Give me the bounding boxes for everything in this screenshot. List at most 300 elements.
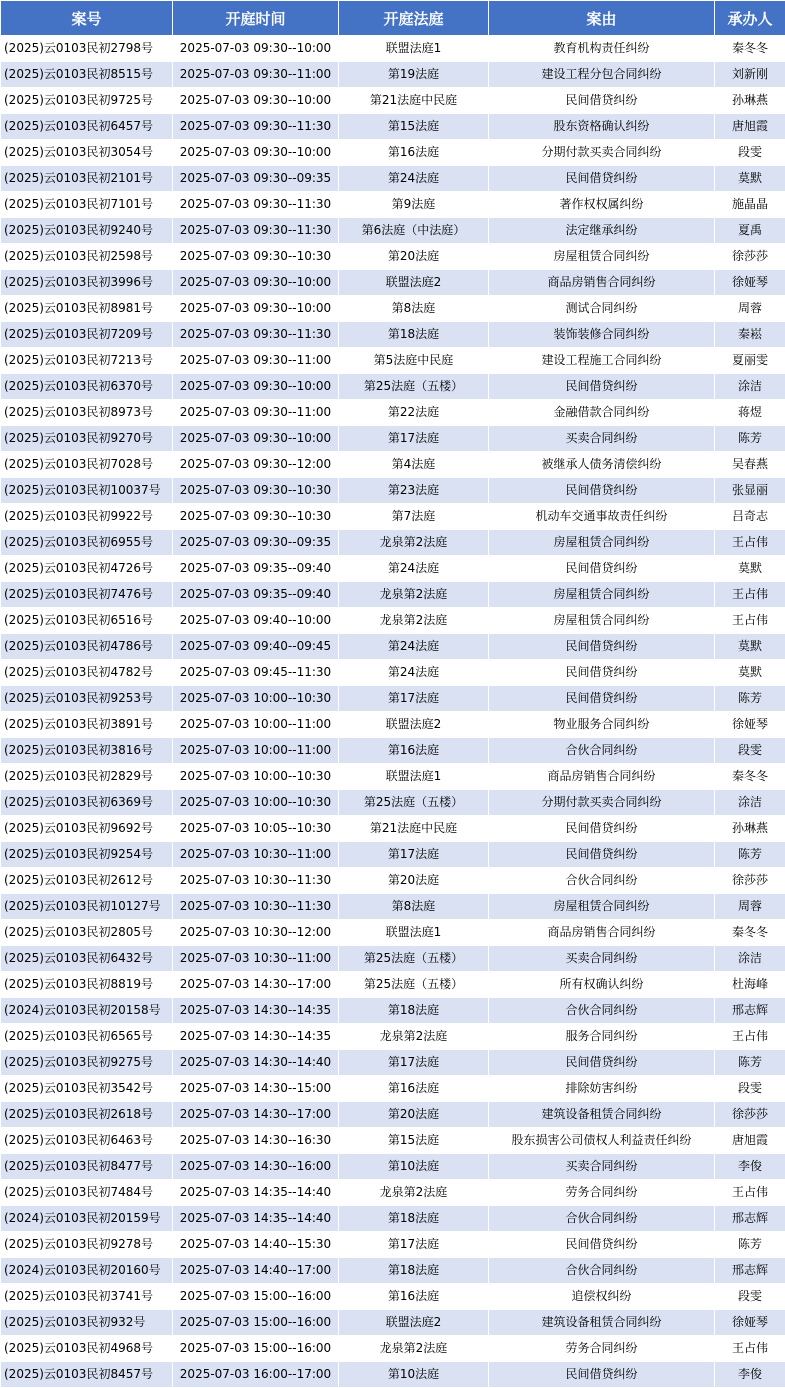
cell-courtroom: 第8法庭: [339, 894, 489, 920]
cell-courtroom: 第20法庭: [339, 868, 489, 894]
cell-courtroom: 第20法庭: [339, 1102, 489, 1128]
cell-judge: 涂洁: [715, 946, 785, 972]
cell-courtroom: 第22法庭: [339, 400, 489, 426]
table-row[interactable]: [1, 686, 785, 712]
cell-hearing-time: 2025-07-03 09:30--10:00: [173, 426, 339, 452]
cell-judge: 段雯: [715, 140, 785, 166]
table-row[interactable]: [1, 1076, 785, 1102]
cell-courtroom: 龙泉第2法庭: [339, 1336, 489, 1362]
cell-case-number: (2025)云0103民初6463号: [1, 1128, 173, 1154]
cell-cause: 民间借贷纠纷: [489, 660, 715, 686]
cell-judge: 陈芳: [715, 842, 785, 868]
cell-case-number: (2025)云0103民初9278号: [1, 1232, 173, 1258]
cell-cause: 商品房销售合同纠纷: [489, 920, 715, 946]
cell-courtroom: 联盟法庭2: [339, 1310, 489, 1336]
cell-hearing-time: 2025-07-03 14:30--16:00: [173, 1154, 339, 1180]
table-row[interactable]: [1, 946, 785, 972]
cell-courtroom: 第9法庭: [339, 192, 489, 218]
cell-courtroom: 第4法庭: [339, 452, 489, 478]
cell-cause: 金融借款合同纠纷: [489, 400, 715, 426]
column-header-judge[interactable]: 承办人: [715, 1, 785, 36]
cell-hearing-time: 2025-07-03 09:30--11:30: [173, 322, 339, 348]
table-row[interactable]: [1, 972, 785, 998]
cell-case-number: (2025)云0103民初9240号: [1, 218, 173, 244]
column-header-courtroom[interactable]: 开庭法庭: [339, 1, 489, 36]
cell-judge: 李俊: [715, 1154, 785, 1180]
cell-judge: 王占伟: [715, 530, 785, 556]
cell-case-number: (2025)云0103民初7209号: [1, 322, 173, 348]
cell-hearing-time: 2025-07-03 14:30--15:00: [173, 1076, 339, 1102]
cell-cause: 合伙合同纠纷: [489, 738, 715, 764]
cell-case-number: (2025)云0103民初9253号: [1, 686, 173, 712]
cell-judge: 李俊: [715, 1362, 785, 1388]
table-row[interactable]: [1, 140, 785, 166]
cell-courtroom: 第6法庭（中法庭）: [339, 218, 489, 244]
cell-cause: 被继承人债务清偿纠纷: [489, 452, 715, 478]
table-row[interactable]: [1, 790, 785, 816]
table-row[interactable]: [1, 1206, 785, 1232]
cell-judge: 莫默: [715, 660, 785, 686]
cell-judge: 王占伟: [715, 1336, 785, 1362]
cell-courtroom: 第16法庭: [339, 738, 489, 764]
cell-cause: 民间借贷纠纷: [489, 686, 715, 712]
cell-cause: 民间借贷纠纷: [489, 374, 715, 400]
cell-cause: 合伙合同纠纷: [489, 1258, 715, 1284]
cell-judge: 徐莎莎: [715, 244, 785, 270]
cell-case-number: (2025)云0103民初7213号: [1, 348, 173, 374]
cell-hearing-time: 2025-07-03 09:40--09:45: [173, 634, 339, 660]
cell-judge: 王占伟: [715, 582, 785, 608]
cell-hearing-time: 2025-07-03 09:35--09:40: [173, 582, 339, 608]
table-row[interactable]: [1, 270, 785, 296]
cell-judge: 秦冬冬: [715, 764, 785, 790]
cell-hearing-time: 2025-07-03 09:30--11:00: [173, 348, 339, 374]
cell-cause: 民间借贷纠纷: [489, 634, 715, 660]
table-row[interactable]: [1, 868, 785, 894]
cell-judge: 夏禹: [715, 218, 785, 244]
cell-case-number: (2025)云0103民初2805号: [1, 920, 173, 946]
table-body: [1, 36, 785, 1388]
cell-cause: 买卖合同纠纷: [489, 946, 715, 972]
cell-judge: 涂洁: [715, 790, 785, 816]
cell-cause: 装饰装修合同纠纷: [489, 322, 715, 348]
table-row[interactable]: [1, 894, 785, 920]
cell-case-number: (2025)云0103民初4968号: [1, 1336, 173, 1362]
cell-judge: 段雯: [715, 1284, 785, 1310]
cell-judge: 涂洁: [715, 374, 785, 400]
cell-case-number: (2025)云0103民初2598号: [1, 244, 173, 270]
cell-cause: 股东资格确认纠纷: [489, 114, 715, 140]
cell-case-number: (2025)云0103民初9692号: [1, 816, 173, 842]
cell-judge: 陈芳: [715, 426, 785, 452]
cell-case-number: (2025)云0103民初3054号: [1, 140, 173, 166]
cell-judge: 陈芳: [715, 686, 785, 712]
cell-hearing-time: 2025-07-03 09:30--11:30: [173, 192, 339, 218]
cell-hearing-time: 2025-07-03 09:35--09:40: [173, 556, 339, 582]
table-row[interactable]: [1, 452, 785, 478]
cell-hearing-time: 2025-07-03 14:30--14:35: [173, 1024, 339, 1050]
cell-judge: 秦崧: [715, 322, 785, 348]
cell-case-number: (2025)云0103民初2829号: [1, 764, 173, 790]
cell-case-number: (2025)云0103民初9275号: [1, 1050, 173, 1076]
table-row[interactable]: [1, 1050, 785, 1076]
cell-case-number: (2025)云0103民初4782号: [1, 660, 173, 686]
cell-courtroom: 第24法庭: [339, 660, 489, 686]
cell-case-number: (2025)云0103民初7484号: [1, 1180, 173, 1206]
cell-courtroom: 第16法庭: [339, 1284, 489, 1310]
table-row[interactable]: [1, 998, 785, 1024]
cell-hearing-time: 2025-07-03 16:00--17:00: [173, 1362, 339, 1388]
cell-courtroom: 第16法庭: [339, 1076, 489, 1102]
table-row[interactable]: [1, 192, 785, 218]
cell-courtroom: 第25法庭（五楼）: [339, 946, 489, 972]
cell-cause: 建设工程施工合同纠纷: [489, 348, 715, 374]
cell-courtroom: 龙泉第2法庭: [339, 1180, 489, 1206]
cell-case-number: (2025)云0103民初8819号: [1, 972, 173, 998]
cell-cause: 分期付款买卖合同纠纷: [489, 140, 715, 166]
table-row[interactable]: [1, 1128, 785, 1154]
cell-hearing-time: 2025-07-03 14:30--17:00: [173, 1102, 339, 1128]
cell-courtroom: 第17法庭: [339, 842, 489, 868]
cell-cause: 民间借贷纠纷: [489, 816, 715, 842]
cell-cause: 商品房销售合同纠纷: [489, 270, 715, 296]
cell-courtroom: 第21法庭中民庭: [339, 88, 489, 114]
table-header: [1, 1, 785, 36]
cell-case-number: (2025)云0103民初2101号: [1, 166, 173, 192]
cell-cause: 民间借贷纠纷: [489, 1362, 715, 1388]
table-row[interactable]: [1, 504, 785, 530]
cell-courtroom: 龙泉第2法庭: [339, 1024, 489, 1050]
cell-hearing-time: 2025-07-03 14:40--17:00: [173, 1258, 339, 1284]
cell-courtroom: 联盟法庭1: [339, 36, 489, 62]
table-row[interactable]: [1, 322, 785, 348]
cell-hearing-time: 2025-07-03 10:30--11:30: [173, 894, 339, 920]
cell-cause: 著作权权属纠纷: [489, 192, 715, 218]
table-row[interactable]: [1, 1258, 785, 1284]
table-row[interactable]: [1, 1180, 785, 1206]
cell-courtroom: 第10法庭: [339, 1362, 489, 1388]
cell-cause: 民间借贷纠纷: [489, 88, 715, 114]
cell-case-number: (2025)云0103民初2612号: [1, 868, 173, 894]
table-row[interactable]: [1, 374, 785, 400]
table-row[interactable]: [1, 400, 785, 426]
cell-judge: 杜海峰: [715, 972, 785, 998]
table-row[interactable]: [1, 1154, 785, 1180]
cell-cause: 股东损害公司债权人利益责任纠纷: [489, 1128, 715, 1154]
cell-cause: 排除妨害纠纷: [489, 1076, 715, 1102]
cell-case-number: (2025)云0103民初4726号: [1, 556, 173, 582]
cell-case-number: (2025)云0103民初3741号: [1, 1284, 173, 1310]
cell-judge: 唐旭霞: [715, 1128, 785, 1154]
cell-case-number: (2025)云0103民初6432号: [1, 946, 173, 972]
cell-case-number: (2025)云0103民初7101号: [1, 192, 173, 218]
cell-judge: 陈芳: [715, 1050, 785, 1076]
cell-hearing-time: 2025-07-03 09:30--10:00: [173, 36, 339, 62]
table-row[interactable]: [1, 244, 785, 270]
cell-cause: 民间借贷纠纷: [489, 166, 715, 192]
cell-hearing-time: 2025-07-03 09:30--10:30: [173, 478, 339, 504]
table-row[interactable]: [1, 88, 785, 114]
cell-cause: 买卖合同纠纷: [489, 426, 715, 452]
cell-courtroom: 联盟法庭1: [339, 764, 489, 790]
table-row[interactable]: [1, 426, 785, 452]
cell-cause: 法定继承纠纷: [489, 218, 715, 244]
table-row[interactable]: [1, 530, 785, 556]
cell-courtroom: 第25法庭（五楼）: [339, 790, 489, 816]
cell-courtroom: 第15法庭: [339, 114, 489, 140]
cell-judge: 秦冬冬: [715, 36, 785, 62]
cell-judge: 周蓉: [715, 296, 785, 322]
cell-courtroom: 联盟法庭2: [339, 270, 489, 296]
cell-case-number: (2025)云0103民初6369号: [1, 790, 173, 816]
cell-judge: 徐莎莎: [715, 868, 785, 894]
cell-case-number: (2025)云0103民初6457号: [1, 114, 173, 140]
cell-judge: 刘新刚: [715, 62, 785, 88]
table-row[interactable]: [1, 1232, 785, 1258]
cell-hearing-time: 2025-07-03 09:30--11:00: [173, 62, 339, 88]
cell-judge: 张显丽: [715, 478, 785, 504]
cell-cause: 所有权确认纠纷: [489, 972, 715, 998]
cell-hearing-time: 2025-07-03 10:30--11:30: [173, 868, 339, 894]
cell-cause: 机动车交通事故责任纠纷: [489, 504, 715, 530]
cell-hearing-time: 2025-07-03 10:05--10:30: [173, 816, 339, 842]
cell-judge: 施晶晶: [715, 192, 785, 218]
cell-hearing-time: 2025-07-03 09:30--10:00: [173, 88, 339, 114]
cell-courtroom: 第24法庭: [339, 166, 489, 192]
cell-hearing-time: 2025-07-03 09:30--10:00: [173, 140, 339, 166]
cell-case-number: (2024)云0103民初20160号: [1, 1258, 173, 1284]
cell-courtroom: 第10法庭: [339, 1154, 489, 1180]
cell-hearing-time: 2025-07-03 14:30--14:40: [173, 1050, 339, 1076]
cell-judge: 吕奇志: [715, 504, 785, 530]
cell-cause: 民间借贷纠纷: [489, 478, 715, 504]
cell-hearing-time: 2025-07-03 09:40--10:00: [173, 608, 339, 634]
cell-cause: 分期付款买卖合同纠纷: [489, 790, 715, 816]
cell-courtroom: 第25法庭（五楼）: [339, 374, 489, 400]
table-row[interactable]: [1, 634, 785, 660]
cell-courtroom: 第23法庭: [339, 478, 489, 504]
cell-hearing-time: 2025-07-03 09:30--10:00: [173, 296, 339, 322]
table-row[interactable]: [1, 1102, 785, 1128]
table-row[interactable]: [1, 738, 785, 764]
cell-hearing-time: 2025-07-03 14:30--16:30: [173, 1128, 339, 1154]
cell-case-number: (2025)云0103民初10127号: [1, 894, 173, 920]
table-row[interactable]: [1, 1024, 785, 1050]
table-row[interactable]: [1, 1284, 785, 1310]
cell-cause: 民间借贷纠纷: [489, 1232, 715, 1258]
cell-hearing-time: 2025-07-03 09:30--12:00: [173, 452, 339, 478]
cell-case-number: (2025)云0103民初8477号: [1, 1154, 173, 1180]
cell-case-number: (2025)云0103民初3996号: [1, 270, 173, 296]
cell-judge: 孙琳燕: [715, 816, 785, 842]
cell-case-number: (2025)云0103民初3816号: [1, 738, 173, 764]
cell-hearing-time: 2025-07-03 09:30--11:30: [173, 218, 339, 244]
cell-courtroom: 第19法庭: [339, 62, 489, 88]
cell-hearing-time: 2025-07-03 15:00--16:00: [173, 1310, 339, 1336]
table-row[interactable]: [1, 348, 785, 374]
header-row: [1, 1, 785, 36]
cell-cause: 追偿权纠纷: [489, 1284, 715, 1310]
column-header-hearing-time[interactable]: 开庭时间: [173, 1, 339, 36]
cell-courtroom: 第21法庭中民庭: [339, 816, 489, 842]
cell-courtroom: 第15法庭: [339, 1128, 489, 1154]
cell-cause: 房屋租赁合同纠纷: [489, 244, 715, 270]
cell-hearing-time: 2025-07-03 09:30--10:00: [173, 270, 339, 296]
cell-hearing-time: 2025-07-03 10:30--11:00: [173, 842, 339, 868]
cell-judge: 徐娅琴: [715, 270, 785, 296]
cell-case-number: (2025)云0103民初7028号: [1, 452, 173, 478]
cell-case-number: (2025)云0103民初932号: [1, 1310, 173, 1336]
table-row[interactable]: [1, 920, 785, 946]
table-row[interactable]: [1, 816, 785, 842]
cell-cause: 民间借贷纠纷: [489, 842, 715, 868]
cell-judge: 孙琳燕: [715, 88, 785, 114]
cell-cause: 房屋租赁合同纠纷: [489, 894, 715, 920]
table-row[interactable]: [1, 556, 785, 582]
cell-courtroom: 第24法庭: [339, 634, 489, 660]
cell-judge: 周蓉: [715, 894, 785, 920]
table-row[interactable]: [1, 296, 785, 322]
cell-hearing-time: 2025-07-03 14:40--15:30: [173, 1232, 339, 1258]
cell-cause: 房屋租赁合同纠纷: [489, 608, 715, 634]
cell-judge: 段雯: [715, 738, 785, 764]
cell-courtroom: 龙泉第2法庭: [339, 530, 489, 556]
table-row[interactable]: [1, 114, 785, 140]
cell-courtroom: 龙泉第2法庭: [339, 582, 489, 608]
cell-cause: 劳务合同纠纷: [489, 1336, 715, 1362]
cell-judge: 夏丽雯: [715, 348, 785, 374]
cell-hearing-time: 2025-07-03 10:30--12:00: [173, 920, 339, 946]
cell-judge: 唐旭霞: [715, 114, 785, 140]
table-row[interactable]: [1, 1310, 785, 1336]
cell-case-number: (2025)云0103民初9270号: [1, 426, 173, 452]
table-row[interactable]: [1, 842, 785, 868]
cell-hearing-time: 2025-07-03 15:00--16:00: [173, 1336, 339, 1362]
cell-courtroom: 联盟法庭2: [339, 712, 489, 738]
cell-case-number: (2025)云0103民初6955号: [1, 530, 173, 556]
cell-courtroom: 第17法庭: [339, 1050, 489, 1076]
cell-case-number: (2025)云0103民初6565号: [1, 1024, 173, 1050]
table-row[interactable]: [1, 478, 785, 504]
cell-case-number: (2025)云0103民初9254号: [1, 842, 173, 868]
cell-hearing-time: 2025-07-03 09:30--10:30: [173, 504, 339, 530]
cell-judge: 徐莎莎: [715, 1102, 785, 1128]
cell-judge: 邢志辉: [715, 1206, 785, 1232]
cell-judge: 徐娅琴: [715, 712, 785, 738]
cell-cause: 建设工程分包合同纠纷: [489, 62, 715, 88]
cell-courtroom: 第16法庭: [339, 140, 489, 166]
cell-cause: 商品房销售合同纠纷: [489, 764, 715, 790]
table-row[interactable]: [1, 1336, 785, 1362]
cell-cause: 房屋租赁合同纠纷: [489, 530, 715, 556]
cell-cause: 服务合同纠纷: [489, 1024, 715, 1050]
table-row[interactable]: [1, 62, 785, 88]
cell-courtroom: 第20法庭: [339, 244, 489, 270]
cell-judge: 邢志辉: [715, 998, 785, 1024]
cell-case-number: (2025)云0103民初3891号: [1, 712, 173, 738]
column-header-case-number[interactable]: 案号: [1, 1, 173, 36]
cell-cause: 合伙合同纠纷: [489, 1206, 715, 1232]
cell-hearing-time: 2025-07-03 09:30--11:30: [173, 114, 339, 140]
cell-judge: 莫默: [715, 634, 785, 660]
cell-cause: 民间借贷纠纷: [489, 1050, 715, 1076]
cell-cause: 测试合同纠纷: [489, 296, 715, 322]
cell-hearing-time: 2025-07-03 09:30--09:35: [173, 166, 339, 192]
cell-judge: 王占伟: [715, 1180, 785, 1206]
cell-judge: 王占伟: [715, 1024, 785, 1050]
cell-case-number: (2025)云0103民初4786号: [1, 634, 173, 660]
cell-cause: 建筑设备租赁合同纠纷: [489, 1310, 715, 1336]
table-row[interactable]: [1, 166, 785, 192]
cell-cause: 建筑设备租赁合同纠纷: [489, 1102, 715, 1128]
table-row[interactable]: [1, 582, 785, 608]
cell-judge: 秦冬冬: [715, 920, 785, 946]
cell-cause: 房屋租赁合同纠纷: [489, 582, 715, 608]
cell-hearing-time: 2025-07-03 09:30--10:30: [173, 244, 339, 270]
cell-judge: 王占伟: [715, 608, 785, 634]
cell-courtroom: 第17法庭: [339, 426, 489, 452]
cell-case-number: (2025)云0103民初2618号: [1, 1102, 173, 1128]
cell-courtroom: 第18法庭: [339, 1258, 489, 1284]
cell-case-number: (2025)云0103民初9725号: [1, 88, 173, 114]
cell-hearing-time: 2025-07-03 09:30--10:00: [173, 374, 339, 400]
cell-cause: 民间借贷纠纷: [489, 556, 715, 582]
cell-cause: 合伙合同纠纷: [489, 868, 715, 894]
cell-cause: 劳务合同纠纷: [489, 1180, 715, 1206]
cell-hearing-time: 2025-07-03 10:00--10:30: [173, 686, 339, 712]
table-row[interactable]: [1, 608, 785, 634]
table-row[interactable]: [1, 712, 785, 738]
cell-cause: 合伙合同纠纷: [489, 998, 715, 1024]
cell-case-number: (2025)云0103民初6370号: [1, 374, 173, 400]
cell-case-number: (2025)云0103民初3542号: [1, 1076, 173, 1102]
cell-case-number: (2025)云0103民初6516号: [1, 608, 173, 634]
cell-hearing-time: 2025-07-03 09:30--11:00: [173, 400, 339, 426]
cell-case-number: (2024)云0103民初20158号: [1, 998, 173, 1024]
cell-judge: 莫默: [715, 166, 785, 192]
cell-judge: 段雯: [715, 1076, 785, 1102]
cell-case-number: (2025)云0103民初8973号: [1, 400, 173, 426]
cell-courtroom: 第5法庭中民庭: [339, 348, 489, 374]
cell-judge: 邢志辉: [715, 1258, 785, 1284]
cell-hearing-time: 2025-07-03 14:30--17:00: [173, 972, 339, 998]
cell-courtroom: 第7法庭: [339, 504, 489, 530]
cell-courtroom: 第17法庭: [339, 1232, 489, 1258]
cell-courtroom: 第17法庭: [339, 686, 489, 712]
cell-hearing-time: 2025-07-03 14:35--14:40: [173, 1206, 339, 1232]
cell-hearing-time: 2025-07-03 10:00--11:00: [173, 738, 339, 764]
column-header-cause[interactable]: 案由: [489, 1, 715, 36]
table-row[interactable]: [1, 1362, 785, 1388]
cell-courtroom: 第18法庭: [339, 322, 489, 348]
cell-hearing-time: 2025-07-03 10:00--10:30: [173, 790, 339, 816]
cell-hearing-time: 2025-07-03 14:30--14:35: [173, 998, 339, 1024]
table-row[interactable]: [1, 218, 785, 244]
table-row[interactable]: [1, 764, 785, 790]
cell-case-number: (2025)云0103民初7476号: [1, 582, 173, 608]
cell-case-number: (2025)云0103民初9922号: [1, 504, 173, 530]
cell-judge: 陈芳: [715, 1232, 785, 1258]
cell-case-number: (2025)云0103民初10037号: [1, 478, 173, 504]
cell-case-number: (2025)云0103民初8981号: [1, 296, 173, 322]
cell-judge: 徐娅琴: [715, 1310, 785, 1336]
cell-hearing-time: 2025-07-03 15:00--16:00: [173, 1284, 339, 1310]
cell-courtroom: 第18法庭: [339, 998, 489, 1024]
table-row[interactable]: [1, 660, 785, 686]
table-row[interactable]: [1, 36, 785, 62]
cell-cause: 教育机构责任纠纷: [489, 36, 715, 62]
cell-courtroom: 联盟法庭1: [339, 920, 489, 946]
